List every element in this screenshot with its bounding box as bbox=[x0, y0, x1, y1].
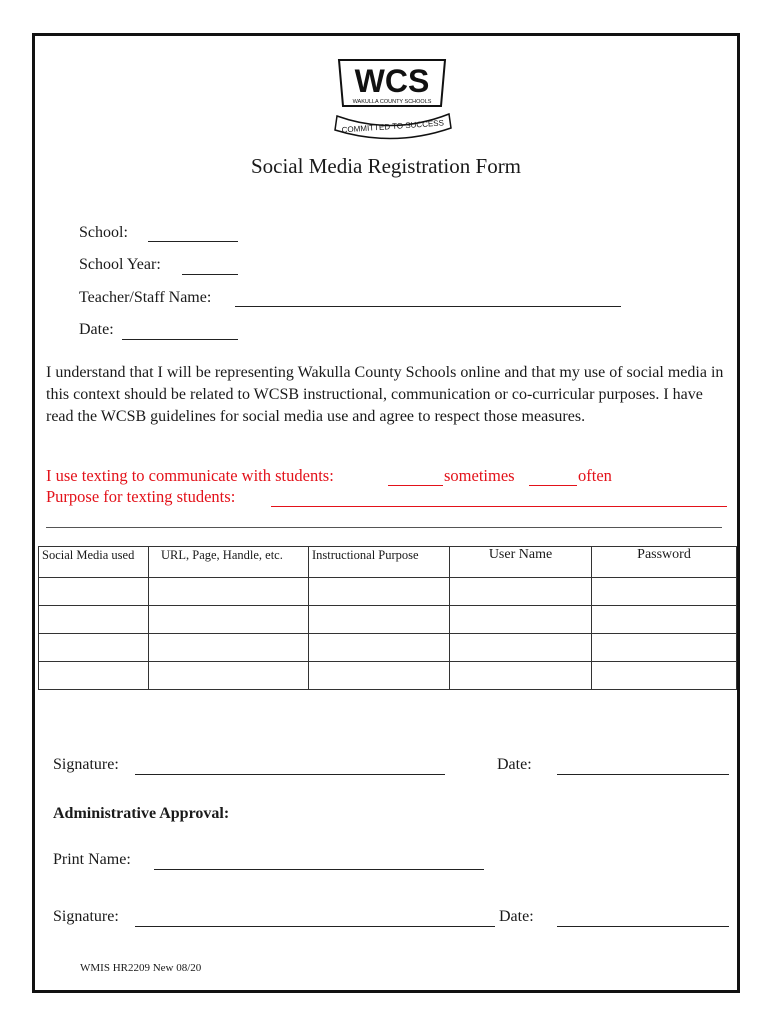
table-cell[interactable] bbox=[39, 578, 149, 606]
signature-date-field[interactable] bbox=[557, 774, 729, 775]
logo-ribbon-text: COMMITTED TO SUCCESS bbox=[341, 118, 445, 135]
admin-signature-label: Signature: bbox=[53, 908, 119, 925]
table-cell[interactable] bbox=[149, 634, 309, 662]
col-password: Password bbox=[592, 547, 737, 578]
form-page bbox=[32, 33, 740, 993]
admin-date-label: Date: bbox=[499, 908, 534, 925]
admin-approval-heading: Administrative Approval: bbox=[53, 805, 230, 822]
table-cell[interactable] bbox=[149, 578, 309, 606]
table-header-row bbox=[39, 547, 737, 578]
teacher-name-label: Teacher/Staff Name: bbox=[79, 289, 212, 306]
school-year-label: School Year: bbox=[79, 256, 161, 273]
table-cell[interactable] bbox=[592, 634, 737, 662]
table-cell[interactable] bbox=[309, 662, 450, 690]
texting-purpose-field-2[interactable] bbox=[46, 527, 722, 528]
school-label: School: bbox=[79, 224, 128, 241]
table-cell[interactable] bbox=[592, 578, 737, 606]
date-field[interactable] bbox=[122, 339, 238, 340]
logo-banner-text: WAKULLA COUNTY SCHOOLS bbox=[352, 99, 432, 105]
table-cell[interactable] bbox=[309, 606, 450, 634]
col-social-media: Social Media used bbox=[39, 547, 149, 578]
school-year-field[interactable] bbox=[182, 274, 238, 275]
table-cell[interactable] bbox=[450, 578, 592, 606]
table-cell[interactable] bbox=[450, 606, 592, 634]
table-cell[interactable] bbox=[39, 606, 149, 634]
page-title: Social Media Registration Form bbox=[250, 154, 522, 178]
table-row bbox=[39, 578, 737, 606]
col-user-name: User Name bbox=[450, 547, 592, 578]
often-option: often bbox=[578, 466, 612, 485]
print-name-field[interactable] bbox=[154, 869, 484, 870]
table-cell[interactable] bbox=[149, 662, 309, 690]
admin-date-field[interactable] bbox=[557, 926, 729, 927]
sometimes-option: sometimes bbox=[444, 466, 515, 485]
teacher-name-field[interactable] bbox=[235, 306, 621, 307]
table-cell[interactable] bbox=[592, 662, 737, 690]
texting-purpose-label: Purpose for texting students: bbox=[46, 487, 236, 506]
table-row bbox=[39, 634, 737, 662]
signature-label: Signature: bbox=[53, 756, 119, 773]
often-blank[interactable] bbox=[529, 485, 577, 486]
texting-question: I use texting to communicate with students: bbox=[46, 466, 334, 485]
signature-date-label: Date: bbox=[497, 756, 532, 773]
table-cell[interactable] bbox=[450, 634, 592, 662]
print-name-label: Print Name: bbox=[53, 851, 131, 868]
table-cell[interactable] bbox=[450, 662, 592, 690]
table-row bbox=[39, 606, 737, 634]
texting-purpose-field[interactable] bbox=[271, 506, 727, 507]
sometimes-blank[interactable] bbox=[388, 485, 443, 486]
table-cell[interactable] bbox=[309, 578, 450, 606]
school-field[interactable] bbox=[148, 241, 238, 242]
agreement-statement: I understand that I will be representing Wakulla County Schools online and that my use of social media in this context should be related to WCSB instructional, communication or co-curricular purposes. I have read the WCSB guidelines for social media use and agree to respect those measures. bbox=[46, 364, 724, 425]
table-cell[interactable] bbox=[149, 606, 309, 634]
admin-signature-field[interactable] bbox=[135, 926, 495, 927]
social-media-table bbox=[38, 546, 737, 690]
wcs-logo bbox=[333, 56, 453, 142]
table-cell[interactable] bbox=[39, 634, 149, 662]
form-number: WMIS HR2209 New 08/20 bbox=[80, 962, 202, 974]
signature-field[interactable] bbox=[135, 774, 445, 775]
table-cell[interactable] bbox=[39, 662, 149, 690]
logo-letters: WCS bbox=[354, 63, 430, 99]
date-label: Date: bbox=[79, 321, 114, 338]
table-cell[interactable] bbox=[309, 634, 450, 662]
table-cell[interactable] bbox=[592, 606, 737, 634]
table-row bbox=[39, 662, 737, 690]
col-instructional-purpose: Instructional Purpose bbox=[309, 547, 450, 578]
col-url: URL, Page, Handle, etc. bbox=[149, 547, 309, 578]
